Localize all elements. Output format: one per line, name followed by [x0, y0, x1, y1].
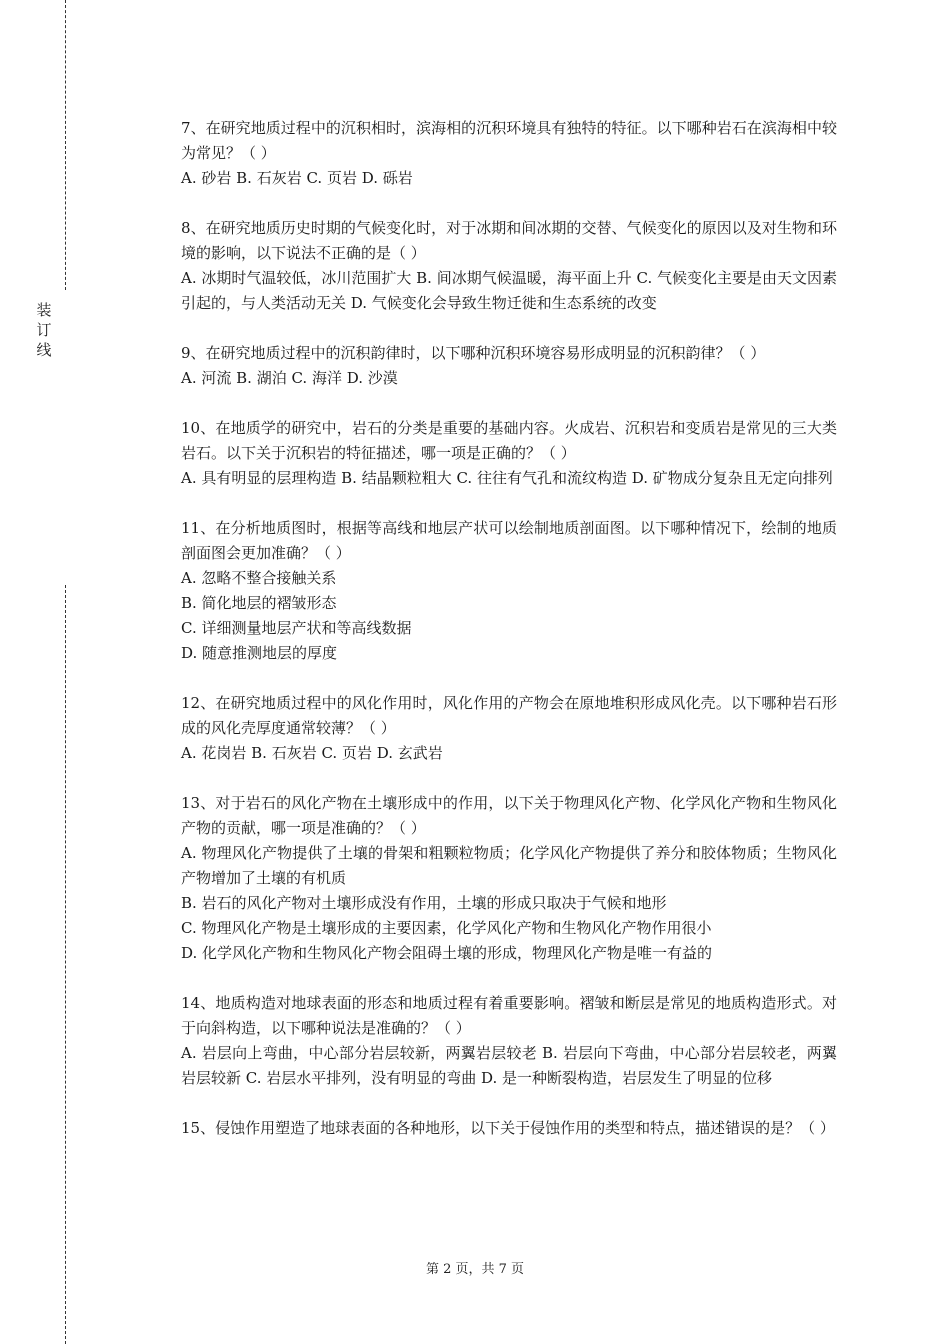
option-a: A. 物理风化产物提供了土壤的骨架和粗颗粒物质；化学风化产物提供了养分和胶体物质；生物风化产物增加了土壤的有机质	[181, 844, 837, 887]
question-stem: 13、对于岩石的风化产物在土壤形成中的作用，以下关于物理风化产物、化学风化产物和生物风化产物的贡献，哪一项是准确的？（ ）	[181, 794, 837, 837]
question-10	[181, 416, 837, 491]
question-options	[181, 466, 837, 491]
question-options	[181, 1041, 837, 1091]
question-list	[181, 116, 837, 1166]
option-b: B. 岩石的风化产物对土壤形成没有作用，土壤的形成只取决于气候和地形	[181, 894, 667, 912]
option-line: A. 砂岩 B. 石灰岩 C. 页岩 D. 砾岩	[181, 169, 413, 187]
question-stem: 15、侵蚀作用塑造了地球表面的各种地形，以下关于侵蚀作用的类型和特点，描述错误的是？（ ）	[181, 1119, 835, 1137]
question-options	[181, 366, 837, 391]
question-options	[181, 166, 837, 191]
question-15	[181, 1116, 837, 1141]
question-stem: 9、在研究地质过程中的沉积韵律时，以下哪种沉积环境容易形成明显的沉积韵律？（ ）	[181, 344, 766, 362]
question-options	[181, 266, 837, 316]
question-11	[181, 516, 837, 666]
question-7	[181, 116, 837, 191]
question-9	[181, 341, 837, 391]
option-d: D. 随意推测地层的厚度	[181, 644, 338, 662]
question-stem: 8、在研究地质历史时期的气候变化时，对于冰期和间冰期的交替、气候变化的原因以及对生物和环境的影响，以下说法不正确的是（ ）	[181, 219, 837, 262]
option-c: C. 详细测量地层产状和等高线数据	[181, 619, 412, 637]
option-d: D. 化学风化产物和生物风化产物会阻碍土壤的形成，物理风化产物是唯一有益的	[181, 944, 713, 962]
question-stem: 7、在研究地质过程中的沉积相时，滨海相的沉积环境具有独特的特征。以下哪种岩石在滨海相中较为常见？（ ）	[181, 119, 837, 162]
question-12	[181, 691, 837, 766]
question-stem: 10、在地质学的研究中，岩石的分类是重要的基础内容。火成岩、沉积岩和变质岩是常见的三大类岩石。以下关于沉积岩的特征描述，哪一项是正确的？（ ）	[181, 419, 837, 462]
option-a: A. 忽略不整合接触关系	[181, 569, 337, 587]
question-options	[181, 566, 837, 666]
question-stem: 11、在分析地质图时，根据等高线和地层产状可以绘制地质剖面图。以下哪种情况下，绘制的地质剖面图会更加准确？（ ）	[181, 519, 837, 562]
question-14	[181, 991, 837, 1091]
option-line: A. 具有明显的层理构造 B. 结晶颗粒粗大 C. 往往有气孔和流纹构造 D. 矿物成分复杂且无定向排列	[181, 469, 833, 487]
option-b: B. 简化地层的褶皱形态	[181, 594, 337, 612]
page-footer: 第 2 页，共 7 页	[425, 1262, 525, 1277]
binding-dashed-line-top	[65, 0, 66, 290]
option-line: A. 岩层向上弯曲，中心部分岩层较新，两翼岩层较老 B. 岩层向下弯曲，中心部分岩层较老，两翼岩层较新 C. 岩层水平排列，没有明显的弯曲 D. 是一种断裂构造，岩层发生了明显的位移	[181, 1044, 837, 1087]
question-options	[181, 841, 837, 966]
question-13	[181, 791, 837, 966]
option-line: A. 花岗岩 B. 石灰岩 C. 页岩 D. 玄武岩	[181, 744, 443, 762]
binding-line-label: 装订线	[36, 301, 52, 359]
question-stem: 14、地质构造对地球表面的形态和地质过程有着重要影响。褶皱和断层是常见的地质构造形式。对于向斜构造，以下哪种说法是准确的？（ ）	[181, 994, 837, 1037]
binding-dashed-line-bottom	[65, 585, 66, 1344]
question-8	[181, 216, 837, 316]
option-line: A. 河流 B. 湖泊 C. 海洋 D. 沙漠	[181, 369, 398, 387]
question-options	[181, 741, 837, 766]
option-c: C. 物理风化产物是土壤形成的主要因素，化学风化产物和生物风化产物作用很小	[181, 919, 712, 937]
question-stem: 12、在研究地质过程中的风化作用时，风化作用的产物会在原地堆积形成风化壳。以下哪种岩石形成的风化壳厚度通常较薄？（ ）	[181, 694, 837, 737]
option-line: A. 冰期时气温较低，冰川范围扩大 B. 间冰期气候温暖，海平面上升 C. 气候变化主要是由天文因素引起的，与人类活动无关 D. 气候变化会导致生物迁徙和生态系统的改变	[181, 269, 837, 312]
